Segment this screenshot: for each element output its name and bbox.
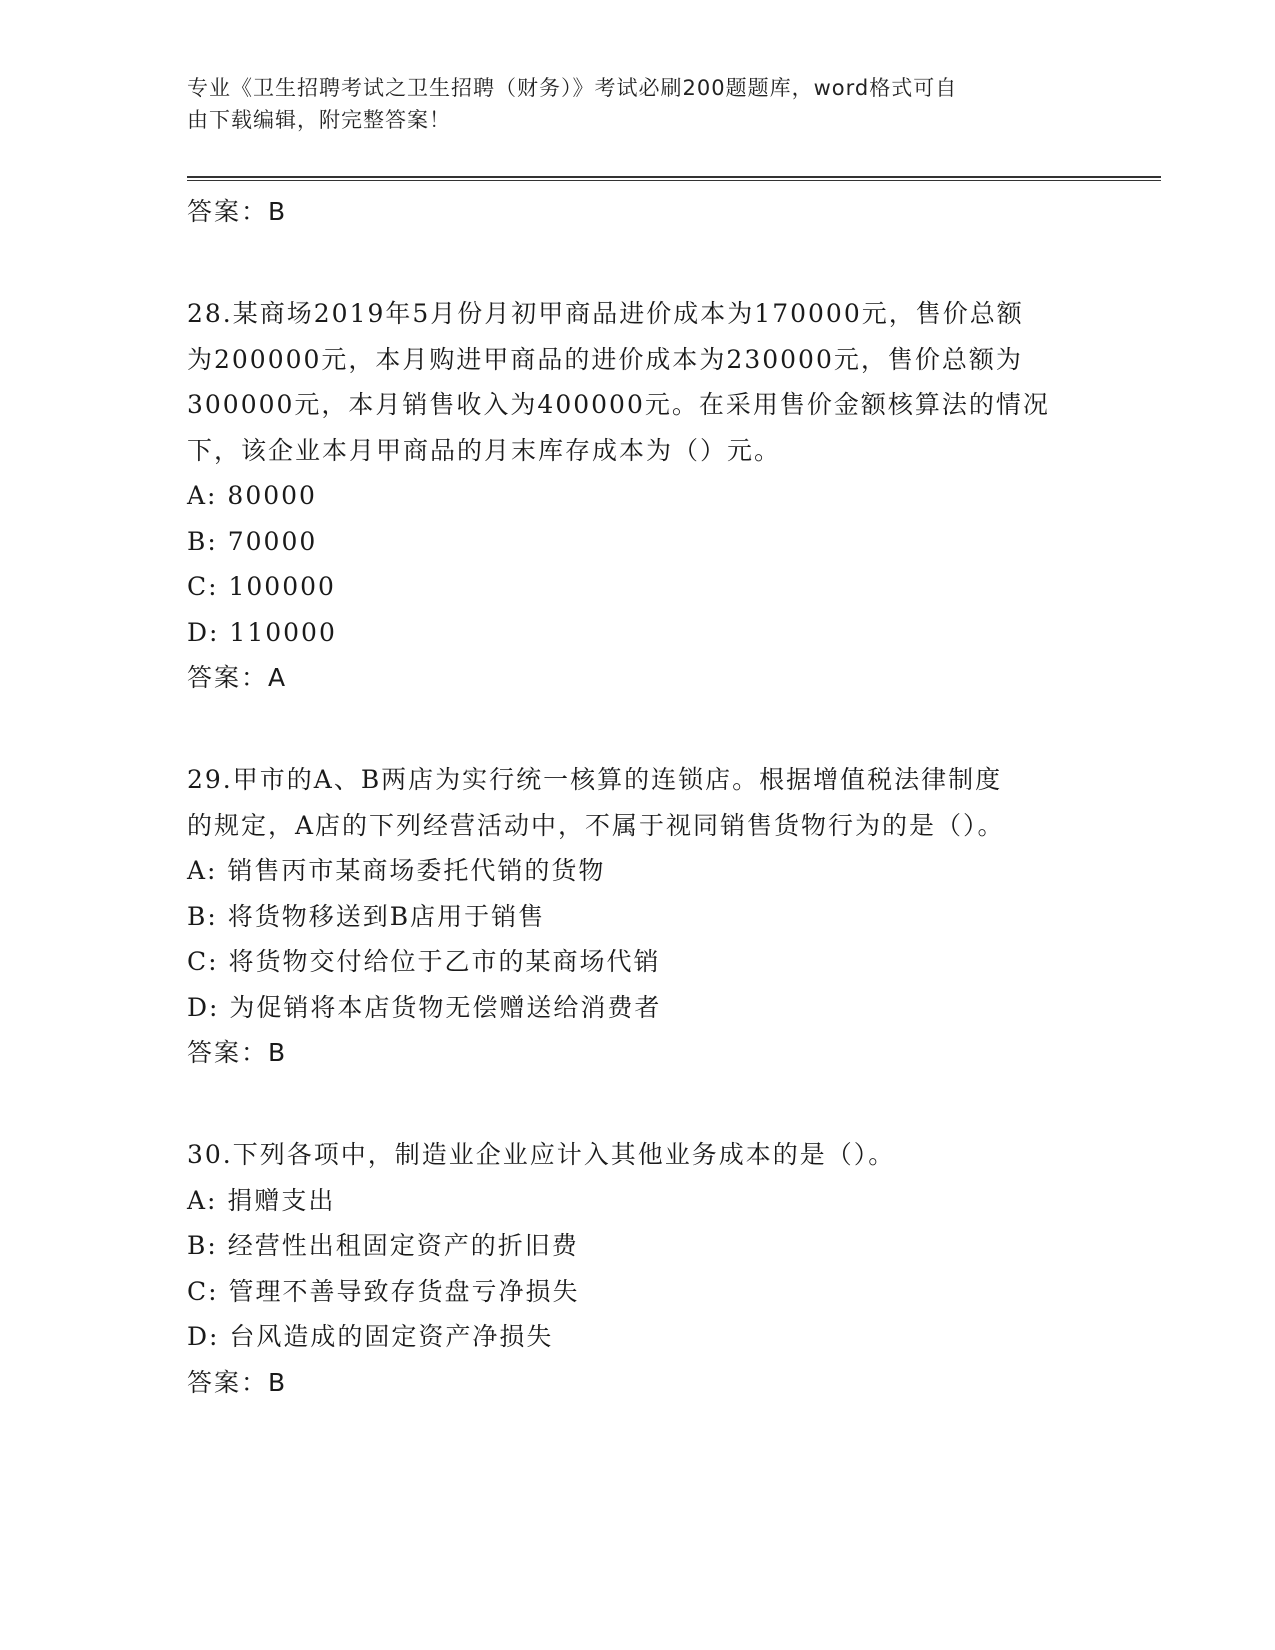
header-line-1: 专业《卫生招聘考试之卫生招聘（财务）》考试必刷200题题库，word格式可自 <box>187 76 958 100</box>
question-28-option-a: A: 80000 <box>187 481 317 510</box>
page-header <box>187 72 1087 136</box>
header-line-2: 由下载编辑，附完整答案！ <box>187 108 451 132</box>
question-content <box>187 189 1087 1406</box>
question-29-option-a: A: 销售丙市某商场委托代销的货物 <box>187 856 606 885</box>
question-30-option-d: D: 台风造成的固定资产净损失 <box>187 1322 554 1351</box>
question-28-option-b: B: 70000 <box>187 526 318 556</box>
question-28-option-c: C: 100000 <box>187 572 336 601</box>
question-29-option-b: B: 将货物移送到B店用于销售 <box>187 901 546 931</box>
stem-line: 的规定，A店的下列经营活动中，不属于视同销售货物行为的是（）。 <box>187 810 1005 840</box>
stem-line: 29.甲市的A、B两店为实行统一核算的连锁店。根据增值税法律制度 <box>187 765 1003 794</box>
question-29-option-d: D: 为促销将本店货物无偿赠送给消费者 <box>187 992 662 1022</box>
question-29-answer: 答案：B <box>187 1038 288 1067</box>
previous-answer: 答案：B <box>187 197 288 226</box>
header-divider <box>187 176 1161 181</box>
stem-line: 为200000元，本月购进甲商品的进价成本为230000元，售价总额为 <box>187 344 1023 374</box>
stem-line: 下，该企业本月甲商品的月末库存成本为（）元。 <box>187 435 782 465</box>
question-30-option-b: B: 经营性出租固定资产的折旧费 <box>187 1231 579 1260</box>
question-28-stem <box>187 291 1087 473</box>
stem-line: 28.某商场2019年5月份月初甲商品进价成本为170000元，售价总额 <box>187 299 1024 328</box>
question-28-answer: 答案：A <box>187 663 288 692</box>
question-30-answer: 答案：B <box>187 1367 288 1397</box>
question-30-option-a: A: 捐赠支出 <box>187 1185 336 1215</box>
stem-line: 30.下列各项中，制造业企业应计入其他业务成本的是（）。 <box>187 1140 896 1169</box>
question-29-stem <box>187 757 1087 848</box>
question-30-option-c: C: 管理不善导致存货盘亏净损失 <box>187 1276 580 1306</box>
stem-line: 300000元，本月销售收入为400000元。在采用售价金额核算法的情况 <box>187 390 1050 419</box>
question-30-stem <box>187 1132 1087 1178</box>
question-29-option-c: C: 将货物交付给位于乙市的某商场代销 <box>187 947 661 976</box>
question-28-option-d: D: 110000 <box>187 617 337 647</box>
